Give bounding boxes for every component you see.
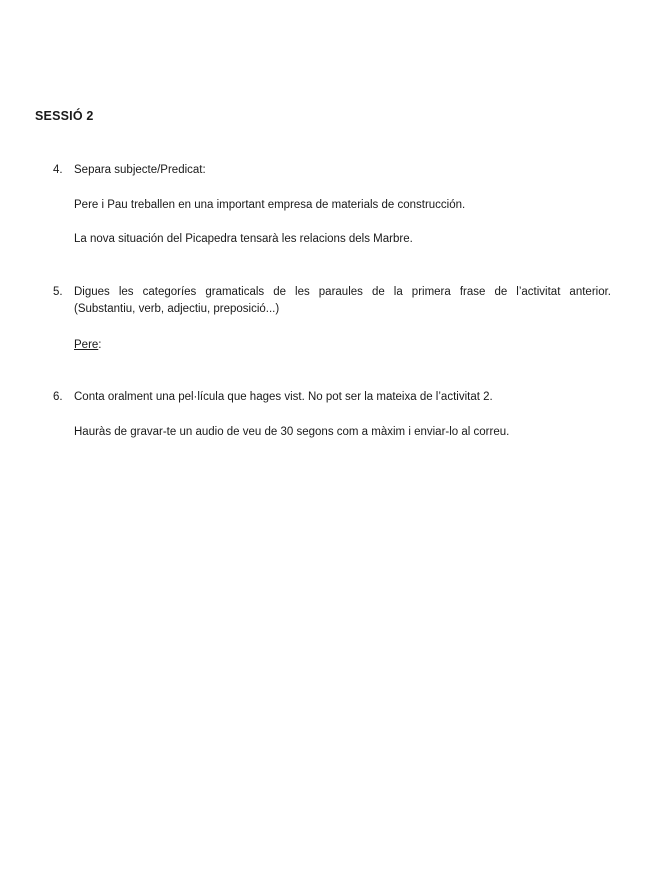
exercise-prompt-line-2: (Substantiu, verb, adjectiu, preposició...): [74, 303, 280, 315]
exercise-sentence-1: Pere i Pau treballen en una important empresa de materials de construcción.: [74, 199, 466, 211]
answer-colon: :: [98, 339, 102, 351]
exercise-prompt: Conta oralment una pel·lícula que hages vist. No pot ser la mateixa de l’activitat 2.: [74, 391, 493, 403]
exercise-sentence-2: La nova situación del Picapedra tensarà les relacions dels Marbre.: [74, 233, 413, 245]
answer-label: Pere: [74, 339, 99, 351]
answer-line: [74, 339, 102, 351]
session-title: SESSIÓ 2: [35, 109, 94, 123]
exercise-prompt: Separa subjecte/Predicat:: [74, 164, 206, 176]
exercise-prompt-line-1: Digues les categoríes gramaticals de les paraules de la primera frase de l’activitat anterior.: [74, 286, 611, 298]
exercise-number: 5.: [53, 286, 63, 298]
exercise-number: 4.: [53, 164, 63, 176]
exercise-instruction: Hauràs de gravar-te un audio de veu de 30 segons com a màxim i enviar-lo al correu.: [74, 426, 510, 438]
exercise-number: 6.: [53, 391, 63, 403]
